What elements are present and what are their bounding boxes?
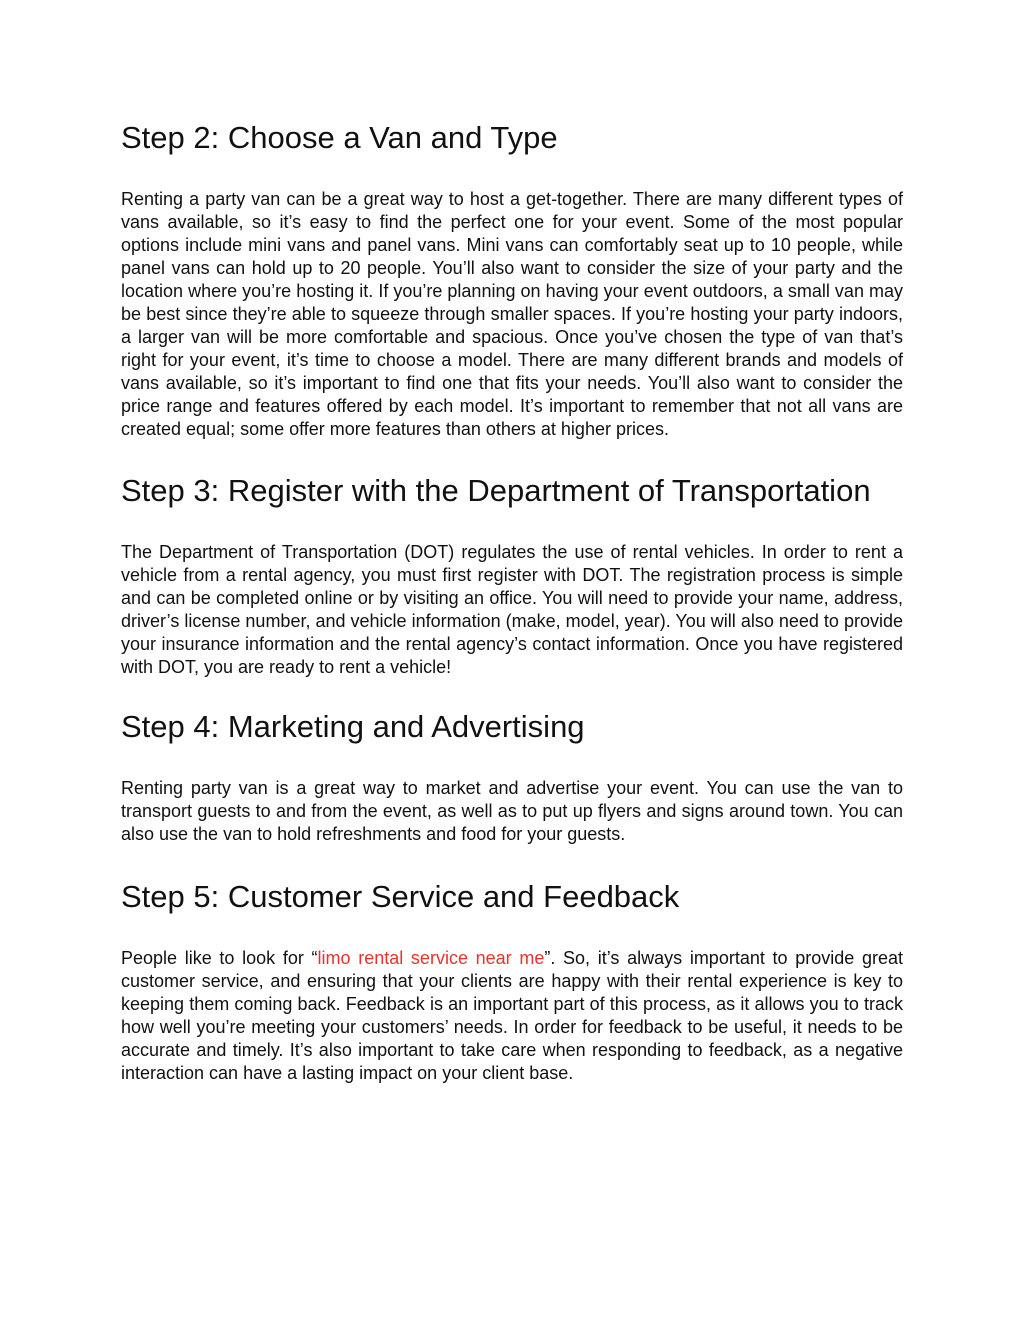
step-4-heading: Step 4: Marketing and Advertising — [121, 709, 585, 744]
step-2-body: Renting a party van can be a great way to host a get-together. There are many different types of vans available, so it’s easy to find the perfect one for your event. Some of the most popular options include mini vans and panel vans. Mini vans can comfortably seat up to 10 people, while panel vans can hold up to 20 people. You’ll also want to consider the size of your party and the location where you’re hosting it. If you’re planning on having your event outdoors, a small van may be best since they’re able to squeeze through smaller spaces. If you’re hosting your party indoors, a larger van will be more comfortable and spacious. Once you’ve chosen the type of van that’s right for your event, it’s time to choose a model. There are many different brands and models of vans available, so it’s important to find one that fits your needs. You’ll also want to consider the price range and features offered by each model. It’s important to remember that not all vans are created equal; some offer more features than others at higher prices. — [121, 189, 903, 439]
section-step-4 — [121, 707, 903, 846]
step-4-body: Renting party van is a great way to market and advertise your event. You can use the van to transport guests to and from the event, as well as to put up flyers and signs around town. You can also use the van to hold refreshments and food for your guests. — [121, 778, 903, 844]
step-3-body: The Department of Transportation (DOT) regulates the use of rental vehicles. In order to rent a vehicle from a rental agency, you must first register with DOT. The registration process is simple and can be completed online or by visiting an office. You will need to provide your name, address, driver’s license number, and vehicle information (make, model, year). You will also need to provide your insurance information and the rental agency’s contact information. Once you have registered with DOT, you are ready to rent a vehicle! — [121, 542, 903, 677]
section-step-2 — [121, 118, 903, 441]
section-step-5 — [121, 877, 903, 1085]
step-3-heading: Step 3: Register with the Department of Transportation — [121, 473, 871, 508]
step-5-body — [121, 947, 903, 1085]
step-5-body-intro: People like to look for “ — [121, 948, 318, 968]
step-2-heading: Step 2: Choose a Van and Type — [121, 120, 558, 155]
section-step-3 — [121, 471, 903, 679]
step-5-heading: Step 5: Customer Service and Feedback — [121, 879, 680, 914]
step-5-body-rest: ”. So, it’s always important to provide great customer service, and ensuring that your clients are happy with their rental experience is key to keeping them coming back. Feedback is an important part of this process, as it allows you to track how well you’re meeting your customers’ needs. In order for feedback to be useful, it needs to be accurate and timely. It’s also important to take care when responding to feedback, as a negative interaction can have a lasting impact on your client base. — [121, 948, 903, 1083]
document-page — [121, 118, 903, 1085]
limo-rental-link[interactable]: limo rental service near me — [317, 948, 545, 968]
